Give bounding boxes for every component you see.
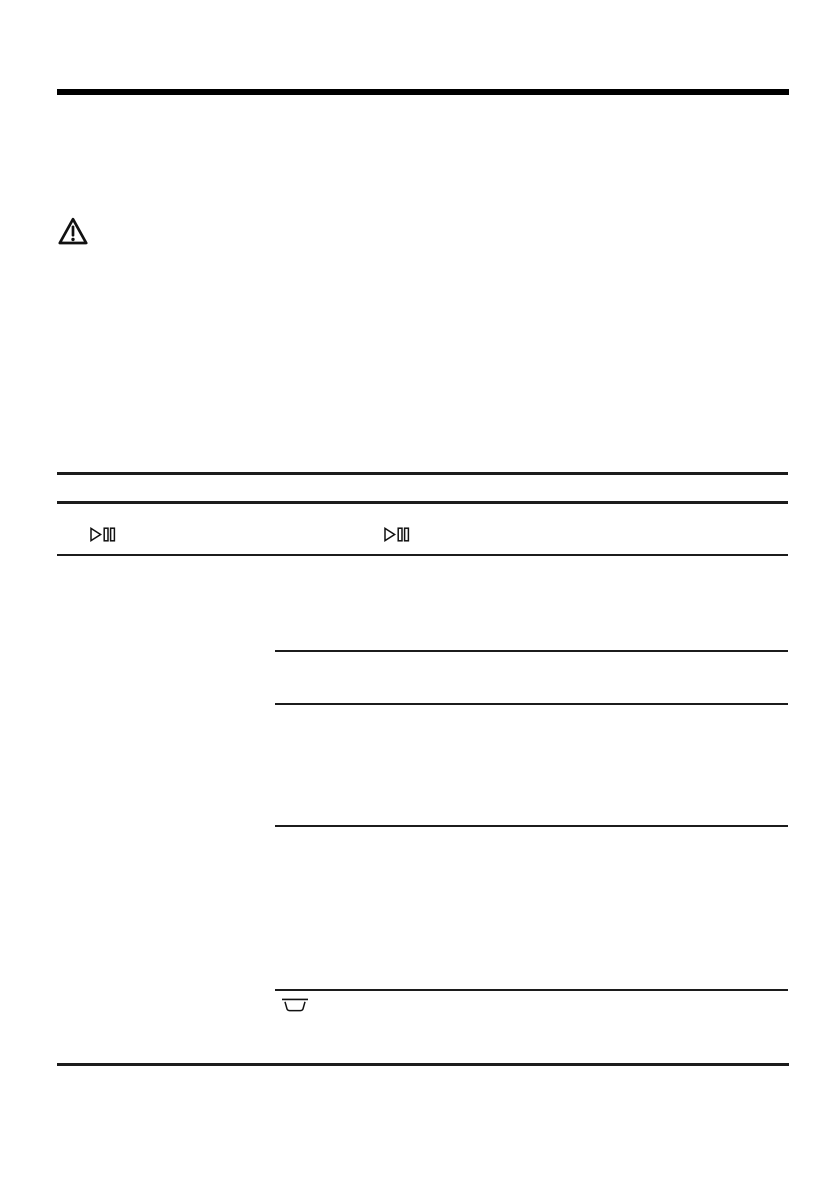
table-top-rule bbox=[57, 472, 788, 475]
row-divider bbox=[275, 650, 788, 652]
row-divider bbox=[275, 825, 788, 827]
warning-triangle-icon bbox=[57, 216, 89, 247]
table-bottom-rule bbox=[57, 1063, 789, 1066]
table-header-rule bbox=[57, 501, 788, 504]
play-pause-icon bbox=[90, 527, 117, 542]
header-rule bbox=[57, 89, 789, 95]
table-header-bottom-rule bbox=[57, 554, 788, 556]
wash-tub-icon bbox=[281, 997, 309, 1013]
play-pause-icon bbox=[384, 527, 411, 542]
row-divider bbox=[275, 989, 788, 991]
row-divider bbox=[275, 703, 788, 705]
